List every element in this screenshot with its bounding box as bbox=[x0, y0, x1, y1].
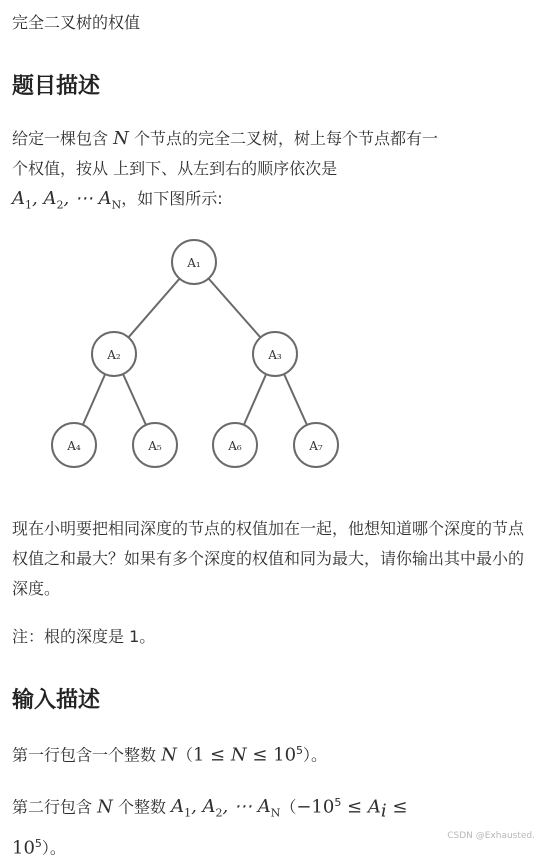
watermark: CSDN @Exhausted. bbox=[447, 831, 535, 841]
tree-node-label: A₁ bbox=[187, 256, 201, 270]
description-note: 注：根的深度是 1。 bbox=[12, 627, 156, 646]
binary-tree-diagram bbox=[44, 232, 354, 482]
math-sequence: $A_1$, $A_2$, ⋯ $A_N$ bbox=[12, 188, 122, 212]
section-heading-description: 题目描述 bbox=[12, 74, 101, 99]
description-paragraph-1 bbox=[12, 124, 537, 221]
input-line-1: 第一行包含一个整数 $N(1 \le N \le 10^5)$。 bbox=[12, 744, 328, 766]
tree-node bbox=[52, 423, 96, 467]
tree-node bbox=[213, 423, 257, 467]
input-line-2: 第二行包含 N 个整数 $A_1$, $A_2$, ⋯ $A_N(-10^5 \le A_i$ ≤ $10^5$）。 bbox=[12, 796, 408, 859]
tree-node-label: A₆ bbox=[228, 439, 242, 453]
description-paragraph-2: 现在小明要把相同深度的节点的权值加在一起，他想知道哪个深度的节点 权值之和最大？如果有多个深度的权值和同为最大，请你输出其中最小的深度。 bbox=[12, 519, 525, 598]
desc-text: 个节点的完全二叉树，树上每个节点都有一 bbox=[133, 129, 438, 148]
tree-node-label: A₃ bbox=[268, 348, 282, 362]
tree-node bbox=[133, 423, 177, 467]
desc-text: ，如下图所示: bbox=[121, 189, 223, 208]
tree-node-label: A₄ bbox=[67, 439, 81, 453]
tree-node bbox=[92, 332, 136, 376]
tree-node bbox=[294, 423, 338, 467]
tree-node-label: A₇ bbox=[309, 439, 323, 453]
tree-node-label: A₅ bbox=[148, 439, 162, 453]
math-N: N bbox=[113, 128, 129, 149]
tree-node bbox=[253, 332, 297, 376]
section-heading-input: 输入描述 bbox=[12, 688, 101, 713]
tree-node-label: A₂ bbox=[107, 348, 121, 362]
tree-node bbox=[172, 240, 216, 284]
desc-text: 给定一棵包含 bbox=[12, 129, 109, 148]
desc-text: 个权值，按从 上到下、从左到右的顺序依次是 bbox=[12, 159, 338, 178]
doc-title: 完全二叉树的权值 bbox=[12, 13, 141, 32]
